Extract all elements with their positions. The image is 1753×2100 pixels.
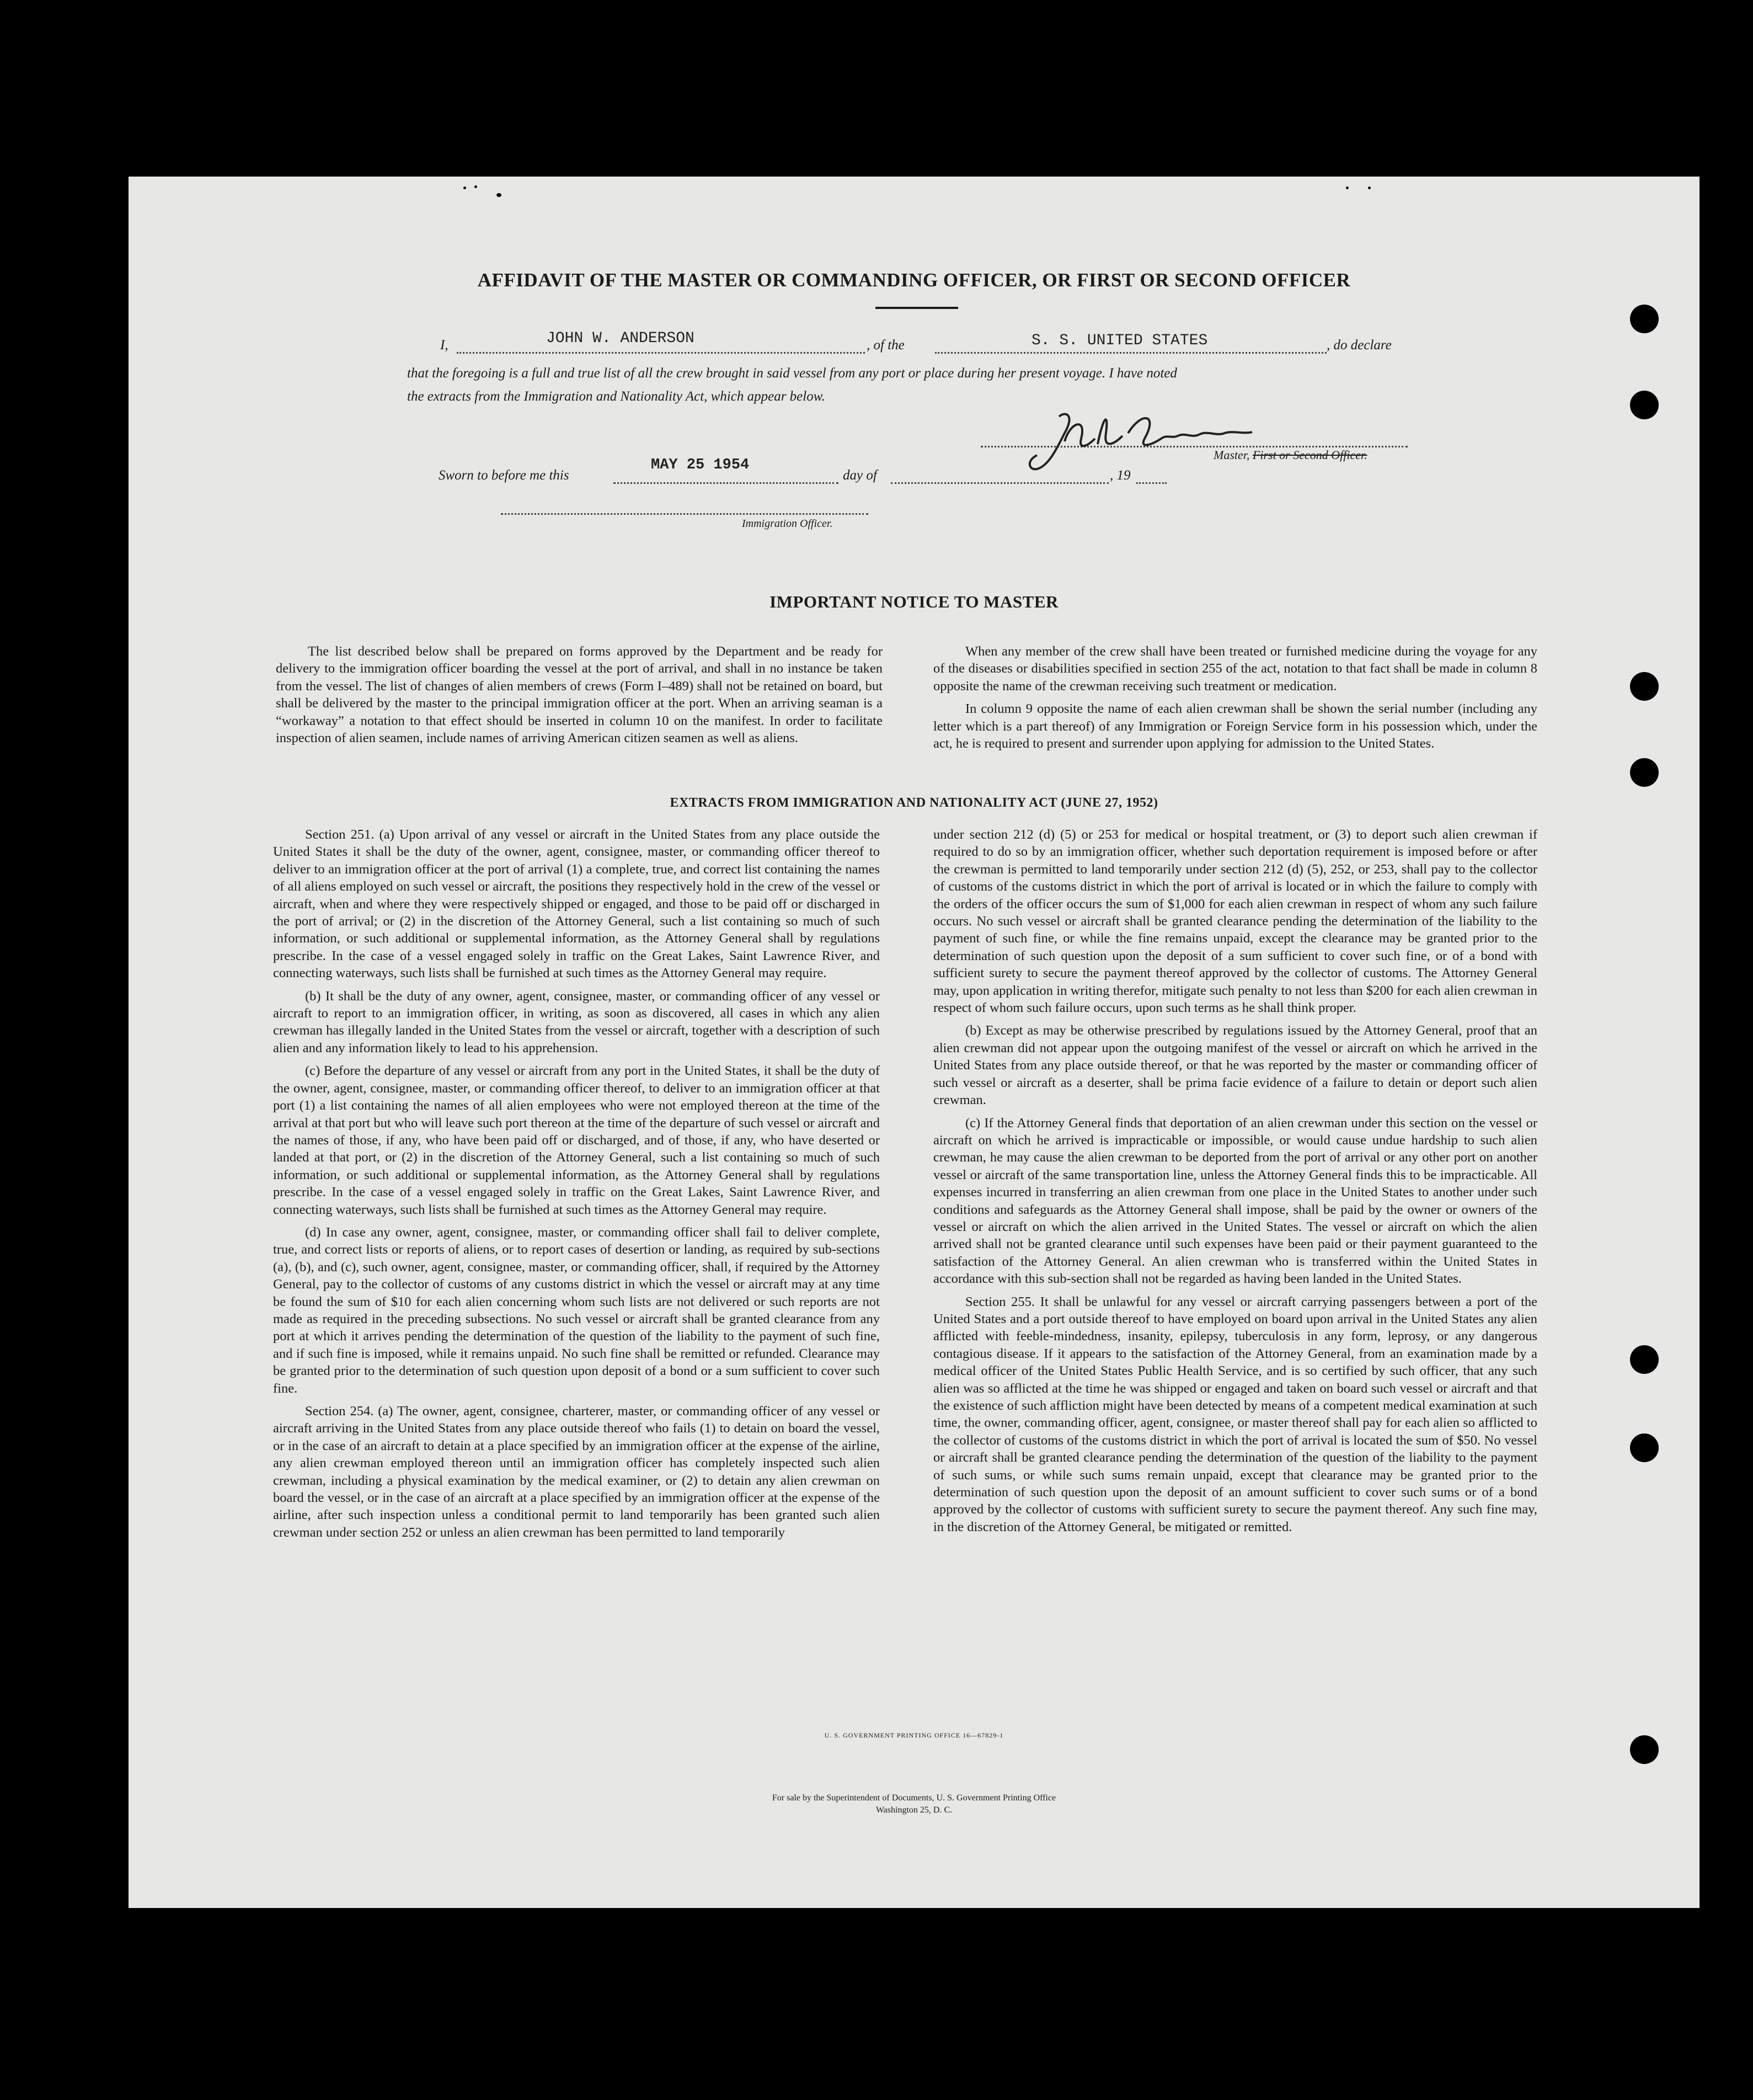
section-254-c: (c) If the Attorney General finds that deportation of an alien crewman under this section on the vessel or aircraft on which he arrived is impracticable or impossible, or would cause undue hardship to such alien crewman, he may cause the alien crewman to be deported from the port of arrival or any other port on another vessel or aircraft of the same transportation line, unless the Attorney General finds this to be impracticable. All expenses incurred in transferring an alien crewman from one place in the United States to another under such conditions and safeguards as the Attorney General shall impose, shall be paid by the owner or owners of the vessel or aircraft on which the alien arrived in the United States. The vessel or aircraft on which the alien arrived shall not be granted clearance until such expenses have been paid or their payment guaranteed to the satisfaction of the Attorney General. An alien crewman who is transferred within the United States in accordance with this sub-section shall not be regarded as having been landed in the United States. [933,1115,1537,1287]
section-251-a: Section 251. (a) Upon arrival of any vessel or aircraft in the United States from any place outside the United States it shall be the duty of the owner, agent, consignee, master, or commanding officer thereof to deliver to an immigration officer at the port of arrival (1) a complete, true, and correct list containing the names of all aliens employed on such vessel or aircraft, the positions they respectively hold in the crew of the vessel or aircraft, when and where they were respectively shipped or engaged, and those to be paid off or discharged in the port of arrival; or (2) in the discretion of the Attorney General, such a list containing so much of such information, or such additional or supplemental information, as the Attorney General shall by regulations prescribe. In the case of a vessel engaged solely in traffic on the Great Lakes, Saint Lawrence River, and connecting waterways, such lists shall be furnished at such times as the Attorney General may require. [273,827,880,981]
declaration-line-1: that the foregoing is a full and true list of all the crew brought in said vessel from any port or place during her present voyage. I have noted [407,366,1177,381]
notice-right-column [933,643,1537,758]
notice-title: IMPORTANT NOTICE TO MASTER [769,592,1059,611]
extracts-right-column [933,826,1537,1541]
master-signature [1026,400,1258,483]
speck-mark [1368,186,1371,189]
immigration-officer-line [501,513,868,515]
struck-officer-label: First or Second Officer. [1252,448,1367,462]
date-stamp: MAY 25 1954 [651,457,750,473]
notice-right-paragraph-1: When any member of the crew shall have been treated or furnished medicine during the voyage for any of the diseases or disabilities specified in section 255 of the act, notation to that fact shall be made in column 8 opposite the name of the crewman receiving such treatment or medication. [933,644,1537,694]
punch-hole [1630,305,1659,333]
name-line [457,352,865,354]
punch-hole [1630,1345,1659,1374]
sworn-date-line [613,482,838,484]
sworn-label: Sworn to before me this [439,468,569,483]
month-line [891,482,1109,484]
punch-hole [1630,672,1659,701]
of-the-label: , of the [867,338,905,353]
affidavit-title: AFFIDAVIT OF THE MASTER OR COMMANDING OFFICER, OR FIRST OR SECOND OFFICER [477,269,1351,291]
year-line [1136,482,1167,484]
section-251-b: (b) It shall be the duty of any owner, agent, consignee, master, or commanding officer of any vessel or aircraft to report to an immigration officer, in writing, as soon as discovered, all cases in which any alien crewman has illegally landed in the United States from the vessel or aircraft, together with a description of such alien and any information likely to lead to his apprehension. [273,988,880,1056]
section-254-a-continued: under section 212 (d) (5) or 253 for medical or hospital treatment, or (3) to deport such alien crewman if required to do so by an immigration officer, whether such deportation requirement is imposed before or after the crewman is permitted to land temporarily under section 212 (d) (5), 252, or 253, shall pay to the collector of customs of the customs district in which the port of arrival is located or in which the failure to comply with the orders of the officer occurs the sum of $1,000 for each alien crewman in respect of whom any such failure occurs. No such vessel or aircraft shall be granted clearance pending the determination of the liability to the payment of such fine, or while the fine remains unpaid, except the clearance may be granted prior to the determination of such question upon the deposit of a sum sufficient to cover such fine, or of a bond with sufficient surety to secure the payment thereof approved by the collector of customs. The Attorney General may, upon application in writing therefor, mitigate such penalty to not less than $200 for each alien crewman in respect of whom such failure occurs, upon such terms as he shall think proper. [933,827,1537,1016]
speck-mark [474,185,477,188]
notice-left-column [276,643,883,752]
immigration-officer-label: Immigration Officer. [742,518,833,530]
year-label: , 19 [1110,468,1131,483]
sale-line-1: For sale by the Superintendent of Documents, U. S. Government Printing Office [772,1793,1056,1803]
do-declare-label: , do declare [1327,338,1392,353]
section-251-d: (d) In case any owner, agent, consignee, master, or commanding officer shall fail to deliver complete, true, and correct lists or reports of aliens, or to report cases of desertion or landing, as required by sub-sections (a), (b), and (c), such owner, agent, consignee, master, or commanding officer, shall, if required by the Attorney General, pay to the collector of customs of any customs district in which the vessel or aircraft may at any time be found the sum of $10 for each alien concerning whom such lists are not delivered or such reports are not made as required in the preceding subsections. No such vessel or aircraft shall be granted clearance from any port at which it arrives pending the determination of the question of the liability to the payment of such fine, and if such fine is imposed, while it remains unpaid. No such fine shall be remitted or refunded. Clearance may be granted prior to the determination of such question upon deposit of a bond or a sum sufficient to cover such fine. [273,1224,880,1396]
speck-mark [1346,186,1349,189]
section-255: Section 255. It shall be unlawful for any vessel or aircraft carrying passengers between a port of the United States and a port outside thereof to have employed on board upon arrival in the United States any alien afflicted with feeble-mindedness, insanity, epilepsy, tuberculosis in any form, leprosy, or any dangerous contagious disease. If it appears to the satisfaction of the Attorney General, from an examination made by a medical officer of the United States Public Health Service, and is so certified by such officer, that any such alien was so afflicted at the time he was shipped or engaged and taken on board such vessel or aircraft and that the existence of such affliction might have been detected by means of a competent medical examination at such time, the owner, commanding officer, agent, consignee, or master thereof shall pay for each alien so afflicted to the collector of customs of the customs district in which the port of arrival is located the sum of $50. No vessel or aircraft shall be granted clearance pending the determination of the question of the liability to the payment of such sums, or while such sums remain unpaid, except that clearance may be granted prior to the determination of such question upon the deposit of an amount sufficient to cover such sums or of a bond approved by the collector of customs with sufficient surety to secure the payment thereof. Any such fine may, in the discretion of the Attorney General, be mitigated or remitted. [933,1294,1537,1534]
i-label: I, [440,338,448,353]
master-label [1214,448,1367,462]
section-254-b: (b) Except as may be otherwise prescribed by regulations issued by the Attorney General, proof that an alien crewman did not appear upon the outgoing manifest of the vessel or aircraft on which he arrived in the United States from any place outside thereof, or that he was reported by the master or commanding officer of such vessel or aircraft as a deserter, shall be prima facie evidence of a failure to detain or deport such alien crewman. [933,1023,1537,1108]
extracts-left-column [273,826,880,1547]
printer-mark: U. S. GOVERNMENT PRINTING OFFICE 16—67829-1 [824,1731,1004,1739]
speck-mark [496,193,501,197]
punch-hole [1630,391,1659,419]
extracts-title: EXTRACTS FROM IMMIGRATION AND NATIONALITY ACT (JUNE 27, 1952) [670,796,1158,810]
notice-right-paragraph-2: In column 9 opposite the name of each alien crewman shall be shown the serial number (including any letter which is a part thereof) of any Immigration or Foreign Service form in his possession which, under the act, he is required to present and surrender upon applying for admission to the United States. [933,701,1537,751]
section-254-a: Section 254. (a) The owner, agent, consignee, charterer, master, or commanding officer of any vessel or aircraft arriving in the United States from any place outside thereof who fails (1) to detain on board the vessel, or in the case of an aircraft to detain at a place specified by an immigration officer at the expense of the airline, any alien crewman employed thereon until an immigration officer has completely inspected such alien crewman, including a physical examination by the medical examiner, or (2) to detain any alien crewman on board the vessel, or in the case of an aircraft at a place specified by an immigration officer at the expense of the airline, after such inspection unless a conditional permit to land temporarily has been granted such alien crewman under section 252 or unless an alien crewman has been permitted to land temporarily [273,1404,880,1540]
punch-hole [1630,1433,1659,1462]
speck-mark [463,186,466,189]
master-word: Master, [1214,448,1250,462]
notice-left-paragraph: The list described below shall be prepared on forms approved by the Department and be ready for delivery to the immigration officer boarding the vessel at the port of arrival, and shall in no instance be taken from the vessel. The list of changes of alien members of crews (Form I–489) shall not be retained on board, but shall be delivered by the master to the principal immigration officer at the port. When an arriving seaman is a “workaway” a notation to that effect should be inserted in column 10 on the manifest. In order to facilitate inspection of alien seamen, include names of arriving American citizen seamen as well as aliens. [276,644,883,746]
master-name-field: JOHN W. ANDERSON [546,330,694,347]
title-rule [875,307,958,309]
section-251-c: (c) Before the departure of any vessel or aircraft from any port in the United States, it shall be the duty of the owner, agent, consignee, master, or commanding officer thereof, to deliver to an immigration officer at that port (1) a list containing the names of all alien employees who were not employed thereon at the time of the arrival at that port but who will leave such port thereon at the time of the departure of such vessel or aircraft and the names of those, if any, who have been paid off or discharged, and of those, if any, who have deserted or landed at that port, or (2) in the discretion of the Attorney General, such a list containing so much of such information, or such additional or supplemental information, as the Attorney General shall by regulations prescribe. In the case of a vessel engaged solely in traffic on the Great Lakes, Saint Lawrence River, and connecting waterways, such lists shall be furnished at such times as the Attorney General may require. [273,1063,880,1217]
day-of-label: day of [843,468,877,483]
declaration-line-2: the extracts from the Immigration and Nationality Act, which appear below. [407,389,825,404]
sale-line-2: Washington 25, D. C. [875,1805,953,1815]
punch-hole [1630,758,1659,787]
vessel-name-field: S. S. UNITED STATES [1032,332,1208,349]
vessel-line [935,352,1327,354]
